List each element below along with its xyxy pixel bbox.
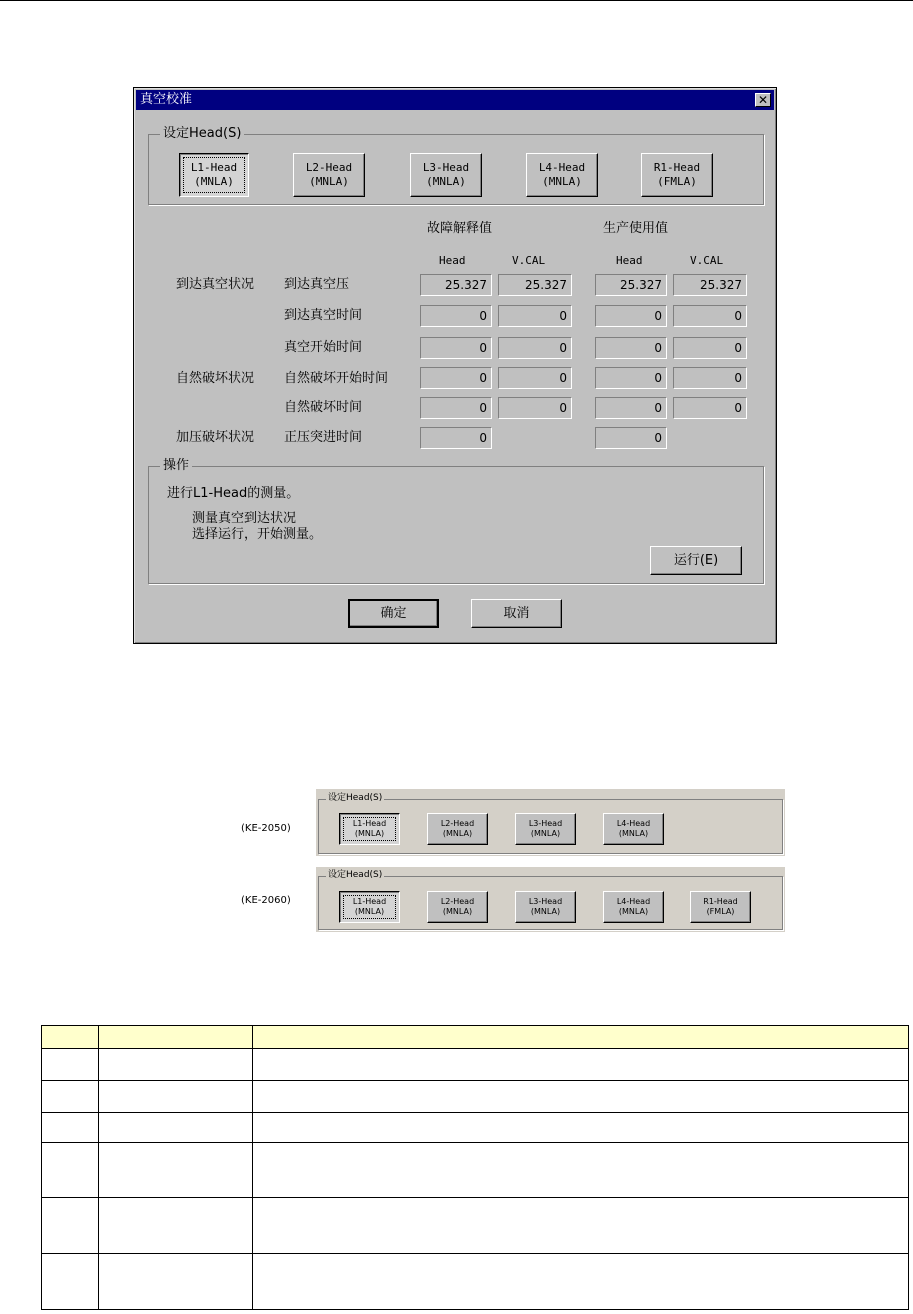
head-button-line1: L1-Head bbox=[352, 819, 387, 828]
head-button-line2: (MNLA) bbox=[618, 829, 649, 838]
head-button-l4[interactable] bbox=[603, 813, 664, 845]
head-button-r1[interactable] bbox=[690, 891, 751, 923]
section-label-natural: 自然破坏状况 bbox=[176, 371, 255, 386]
table-cell bbox=[98, 1254, 252, 1310]
variant-bar-ke2050 bbox=[316, 789, 785, 856]
head-button-line1: L3-Head bbox=[528, 819, 563, 828]
table-cell bbox=[98, 1113, 252, 1143]
column-header-head-prod: Head bbox=[616, 254, 643, 267]
table-header-cell bbox=[252, 1026, 908, 1049]
variant-caption-ke2050: (KE-2050) bbox=[241, 823, 291, 834]
table-row bbox=[42, 1049, 909, 1081]
head-button-line2: (MNLA) bbox=[542, 175, 582, 188]
head-button-l4[interactable] bbox=[526, 153, 598, 197]
table-cell bbox=[98, 1143, 252, 1198]
page-top-rule bbox=[0, 0, 913, 1]
table-header-row bbox=[42, 1026, 909, 1049]
table-cell bbox=[42, 1254, 99, 1310]
table-cell bbox=[42, 1049, 99, 1081]
head-button-l2[interactable] bbox=[427, 891, 488, 923]
row-label: 正压突进时间 bbox=[284, 430, 363, 445]
variant-caption-ke2060: (KE-2060) bbox=[241, 895, 291, 906]
operation-message: 进行L1-Head的测量。 bbox=[167, 486, 300, 501]
variant-group-label: 设定Head(S) bbox=[328, 793, 383, 803]
table-cell bbox=[42, 1198, 99, 1254]
table-header-cell bbox=[98, 1026, 252, 1049]
row-label: 到达真空时间 bbox=[284, 308, 363, 323]
operation-instruction: 选择运行，开始测量。 bbox=[192, 527, 323, 542]
value-field: 0 bbox=[673, 397, 747, 419]
close-icon[interactable]: ✕ bbox=[755, 93, 771, 107]
value-field: 0 bbox=[420, 397, 492, 419]
head-button-line2: (MNLA) bbox=[530, 829, 561, 838]
head-select-label: 设定Head(S) bbox=[160, 126, 244, 142]
head-button-l3[interactable] bbox=[515, 813, 576, 845]
operation-instruction: 测量真空到达状况 bbox=[192, 511, 297, 526]
table-row bbox=[42, 1143, 909, 1198]
head-button-l3[interactable] bbox=[410, 153, 482, 197]
vacuum-calibration-dialog bbox=[133, 87, 777, 644]
value-field: 0 bbox=[595, 305, 667, 327]
row-label: 到达真空压 bbox=[284, 277, 350, 292]
table-row bbox=[42, 1081, 909, 1113]
value-field: 0 bbox=[595, 427, 667, 449]
head-button-line1: L2-Head bbox=[305, 161, 353, 174]
head-button-line2: (MNLA) bbox=[442, 907, 473, 916]
head-button-line1: R1-Head bbox=[653, 161, 701, 174]
head-button-line2: (MNLA) bbox=[426, 175, 466, 188]
table-cell bbox=[98, 1049, 252, 1081]
value-field: 0 bbox=[595, 337, 667, 359]
row-label: 自然破坏时间 bbox=[284, 400, 363, 415]
table-cell bbox=[42, 1143, 99, 1198]
head-button-line1: L2-Head bbox=[440, 897, 475, 906]
production-values-header: 生产使用值 bbox=[603, 221, 669, 236]
dialog-titlebar bbox=[136, 90, 774, 110]
value-field: 0 bbox=[673, 367, 747, 389]
table-cell bbox=[252, 1081, 908, 1113]
table-cell bbox=[42, 1113, 99, 1143]
head-button-l3[interactable] bbox=[515, 891, 576, 923]
head-button-line1: R1-Head bbox=[703, 897, 738, 906]
head-button-line1: L1-Head bbox=[190, 161, 238, 174]
value-field: 0 bbox=[673, 337, 747, 359]
head-button-line1: L3-Head bbox=[528, 897, 563, 906]
value-field: 0 bbox=[420, 367, 492, 389]
variant-group-label: 设定Head(S) bbox=[328, 870, 383, 880]
head-button-line2: (FMLA) bbox=[706, 907, 735, 916]
row-label: 自然破坏开始时间 bbox=[284, 371, 389, 386]
section-label-reach: 到达真空状况 bbox=[176, 277, 255, 292]
head-button-l1[interactable] bbox=[179, 153, 249, 197]
head-button-line1: L4-Head bbox=[538, 161, 586, 174]
operation-label: 操作 bbox=[160, 458, 192, 474]
head-button-line1: L4-Head bbox=[616, 819, 651, 828]
head-button-line1: L4-Head bbox=[616, 897, 651, 906]
table-row bbox=[42, 1254, 909, 1310]
value-field: 0 bbox=[498, 397, 572, 419]
head-button-line1: L1-Head bbox=[352, 897, 387, 906]
value-field: 25.327 bbox=[498, 274, 572, 296]
head-button-l2[interactable] bbox=[293, 153, 365, 197]
column-header-vcal-diag: V.CAL bbox=[512, 254, 546, 267]
head-button-l1[interactable] bbox=[339, 891, 400, 923]
head-button-line2: (MNLA) bbox=[354, 829, 385, 838]
value-field: 0 bbox=[595, 367, 667, 389]
diagnostic-values-header: 故障解释值 bbox=[427, 221, 493, 236]
section-label-pressure: 加压破坏状况 bbox=[176, 430, 255, 445]
value-field: 0 bbox=[673, 305, 747, 327]
head-button-l1[interactable] bbox=[339, 813, 400, 845]
table-cell bbox=[98, 1198, 252, 1254]
value-field: 25.327 bbox=[420, 274, 492, 296]
table-cell bbox=[42, 1081, 99, 1113]
column-header-vcal-prod: V.CAL bbox=[690, 254, 724, 267]
table-cell bbox=[98, 1081, 252, 1113]
head-button-line2: (FMLA) bbox=[657, 175, 697, 188]
table-header-cell bbox=[42, 1026, 99, 1049]
ok-button[interactable]: 确定 bbox=[348, 599, 439, 628]
row-label: 真空开始时间 bbox=[284, 340, 363, 355]
head-button-r1[interactable] bbox=[641, 153, 713, 197]
description-table bbox=[41, 1025, 909, 1310]
head-button-line1: L3-Head bbox=[422, 161, 470, 174]
head-button-line2: (MNLA) bbox=[309, 175, 349, 188]
value-field: 0 bbox=[498, 337, 572, 359]
table-cell bbox=[252, 1113, 908, 1143]
table-cell bbox=[252, 1049, 908, 1081]
table-cell bbox=[252, 1254, 908, 1310]
dialog-title: 真空校准 bbox=[140, 92, 193, 107]
column-header-head-diag: Head bbox=[439, 254, 466, 267]
head-button-line2: (MNLA) bbox=[530, 907, 561, 916]
table-cell bbox=[252, 1143, 908, 1198]
head-button-line2: (MNLA) bbox=[618, 907, 649, 916]
head-button-line2: (MNLA) bbox=[354, 907, 385, 916]
head-button-line2: (MNLA) bbox=[194, 175, 234, 188]
value-field: 0 bbox=[498, 305, 572, 327]
head-button-line1: L2-Head bbox=[440, 819, 475, 828]
value-field: 0 bbox=[420, 337, 492, 359]
table-cell bbox=[252, 1198, 908, 1254]
head-button-line2: (MNLA) bbox=[442, 829, 473, 838]
cancel-button[interactable]: 取消 bbox=[471, 599, 562, 628]
table-row bbox=[42, 1198, 909, 1254]
head-button-l4[interactable] bbox=[603, 891, 664, 923]
table-row bbox=[42, 1113, 909, 1143]
run-button[interactable]: 运行(E) bbox=[650, 546, 742, 575]
value-field: 0 bbox=[420, 305, 492, 327]
head-button-l2[interactable] bbox=[427, 813, 488, 845]
value-field: 0 bbox=[498, 367, 572, 389]
value-field: 25.327 bbox=[673, 274, 747, 296]
value-field: 0 bbox=[595, 397, 667, 419]
value-field: 0 bbox=[420, 427, 492, 449]
variant-bar-ke2060 bbox=[316, 867, 785, 932]
value-field: 25.327 bbox=[595, 274, 667, 296]
